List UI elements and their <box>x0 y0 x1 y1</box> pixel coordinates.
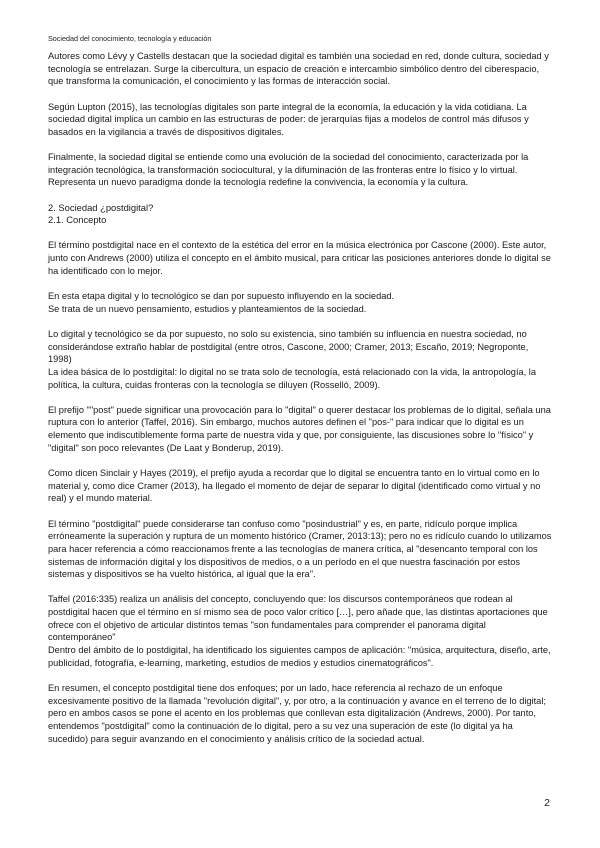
paragraph-cibercultura: Autores como Lévy y Castells destacan que la sociedad digital es también una sociedad en red, donde cultura, sociedad y tecnología se entrelazan. Surge la cibercultura, un espacio de creación e intercambio simbólico dentro del ciberespacio, que transforma la comunicación, el conocimiento y las formas de interacción social. <box>48 51 549 87</box>
subsection-heading: 2.1. Concepto <box>48 214 107 226</box>
paragraph-idea-basica: La idea básica de lo postdigital: lo digital no se trata solo de tecnología, está relacionado con la vida, la antropología, la política, la cultura, cuidas fronteras con la tecnología se diluyen (Rosselló, 2009). <box>48 366 537 390</box>
paragraph-resumen: En resumen, el concepto postdigital tiene dos enfoques; por un lado, hace referencia al rechazo de un enfoque excesivamente positivo de la llamada "revolución digital", y, por otro, a la continuación y avance en el terreno de lo digital; pero en ambos casos se pone el acento en los problemas que conllevan esta digitalización (Andrews, 2000). Por tanto, entendemos "postdigital" como la continuación de lo digital, pero a su vez una superación de este (lo digital ya ha sucedido) para seguir avanzando en el conocimiento y análisis crítico de la sociedad actual. <box>48 683 546 744</box>
paragraph-sinclair-hayes: Como dicen Sinclair y Hayes (2019), el prefijo ayuda a recordar que lo digital se encuentra tanto en lo virtual como en lo material y, como dice Cramer (2013), ha llegado el momento de dejar de separar lo digital (identificado como virtual y no real) y el mundo material. <box>48 468 541 504</box>
paragraph-finalmente: Finalmente, la sociedad digital se entiende como una evolución de la sociedad del conocimiento, caracterizada por la integración tecnológica, la transformación sociocultural, y la difuminación de las fronteras entre lo físico y lo virtual. Representa un nuevo paradigma donde la tecnología redefine la convivencia, la economía y la cultura. <box>48 152 529 188</box>
paragraph-termino-confuso: El término "postdigital" puede considerarse tan confuso como "posindustrial" y es, en parte, ridículo porque implica erróneamente la superación y ruptura de un momento histórico (Cramer, 2013:13); pero no es ridículo cuando lo utilizamos para hacer referencia a cómo reaccionamos frente a las tecnologías de manera crítica, al "desencanto temporal con los sistemas de información digital y los dispositivos de medios, o a un período en el que nuestra fascinación por estos sistemas y dispositivos se ha vuelto histórica, al igual que la era". <box>48 518 552 580</box>
document-body <box>48 50 554 758</box>
paragraph-da-por-supuesto: Lo digital y tecnológico se da por supuesto, no solo su existencia, sino también su influencia en nuestra sociedad, no considerándose extraño hablar de postdigital (entre otros, Cascone, 2000; Cramer, 2013; Escaño, 2019; Negroponte, 1998) <box>48 328 529 365</box>
paragraph-lupton: Según Lupton (2015), las tecnologías digitales son parte integral de la economía, la educación y la vida cotidiana. La sociedad digital implica un cambio en las estructuras de poder: de jerarquías fijas a modelos de control más difusos y basados en la vigilancia a través de dispositivos digitales. <box>48 101 529 137</box>
paragraph-prefijo-post: El prefijo ""post" puede significar una provocación para lo "digital" o querer destacar los problemas de lo digital, señala una ruptura con lo anterior (Taffel, 2016). Sin embargo, muchos autores definen el "pos-" para indicar que lo digital es un elemento que indiscutiblemente forma parte de nuestra vida y que, por consiguiente, las discusiones sobre lo "físico" y "digital" son poco relevantes (De Laat y Bonderup, 2019). <box>48 404 551 453</box>
paragraph-taffel: Taffel (2016:335) realiza un análisis del concepto, concluyendo que: los discursos contemporáneos que rodean al postdigital hacen que el término en sí mismo sea de poco valor crítico […], pero añade que, las distintas aportaciones que ofrece con el objetivo de articular distintos temas "son fundamentales para comprender el panorama digital contemporáneo" <box>48 594 548 643</box>
page-number: 2 <box>544 797 550 809</box>
paragraph-campos-aplicacion: Dentro del ámbito de lo postdigital, ha identificado los siguientes campos de aplicación: "música, arquitectura, diseño, arte, publicidad, fotografía, e-learning, marketing, estudios de medios y estudios cinematográficos". <box>48 645 551 668</box>
paragraph-origen-postdigital: El término postdigital nace en el contexto de la estética del error en la música electrónica por Cascone (2000). Este autor, junto con Andrews (2000) utiliza el concepto en el ámbito musical, para criticar las posiciones anteriores donde lo digital se ha identificado con lo mejor. <box>48 240 551 276</box>
running-header: Sociedad del conocimiento, tecnología y educación <box>48 34 212 43</box>
paragraph-nuevo-pensamiento: Se trata de un nuevo pensamiento, estudios y planteamientos de la sociedad. <box>48 303 367 314</box>
section-heading: 2. Sociedad ¿postdigital? <box>48 201 154 213</box>
paragraph-etapa-digital: En esta etapa digital y lo tecnológico se dan por supuesto influyendo en la sociedad. <box>48 291 395 302</box>
